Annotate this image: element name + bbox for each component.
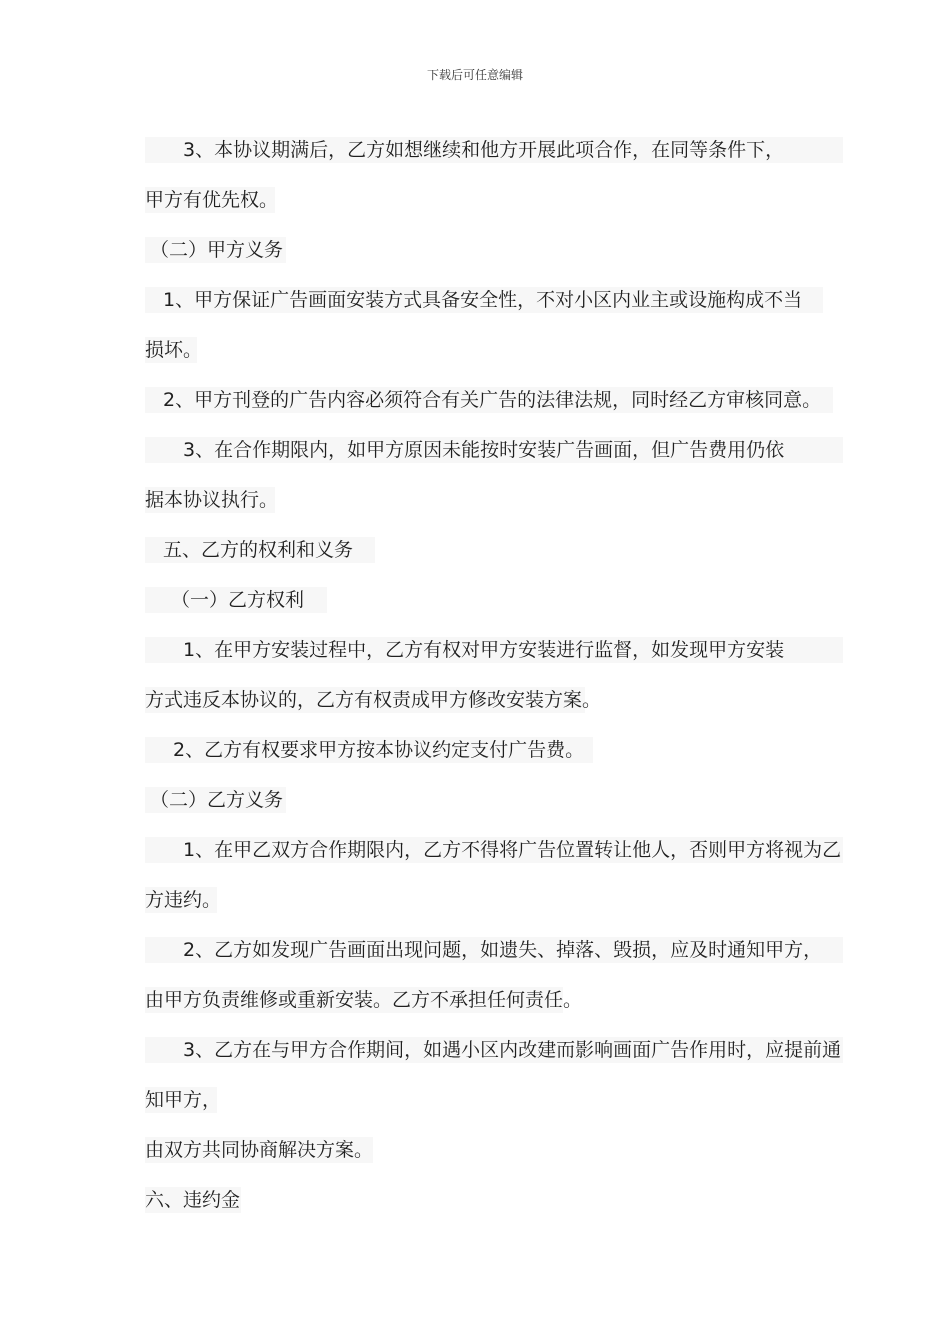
paragraph-line: 2、乙方如发现广告画面出现问题，如遗失、掉落、毁损，应及时通知甲方， bbox=[145, 937, 843, 963]
paragraph-line: 损坏。 bbox=[145, 339, 203, 361]
paragraph-line: 知甲方， bbox=[145, 1089, 222, 1111]
paragraph-line: 由甲方负责维修或重新安装。乙方不承担任何责任。 bbox=[145, 989, 583, 1011]
section-heading: 六、违约金 bbox=[145, 1189, 241, 1211]
section-heading: （二）甲方义务 bbox=[145, 237, 286, 263]
paragraph-line: 3、本协议期满后，乙方如想继续和他方开展此项合作，在同等条件下， bbox=[145, 137, 843, 163]
paragraph-line: 由双方共同协商解决方案。 bbox=[145, 1139, 374, 1161]
paragraph-line: 据本协议执行。 bbox=[145, 489, 279, 511]
paragraph-line: 3、在合作期限内，如甲方原因未能按时安装广告画面，但广告费用仍依 bbox=[145, 437, 843, 463]
paragraph-line: 3、乙方在与甲方合作期间，如遇小区内改建而影响画面广告作用时，应提前通 bbox=[145, 1037, 843, 1063]
paragraph-line: 方违约。 bbox=[145, 889, 222, 911]
section-heading: （一）乙方权利 bbox=[145, 587, 327, 613]
paragraph-line: 1、在甲方安装过程中，乙方有权对甲方安装进行监督，如发现甲方安装 bbox=[145, 637, 843, 663]
paragraph-line: 1、在甲乙双方合作期限内，乙方不得将广告位置转让他人，否则甲方将视为乙 bbox=[145, 837, 843, 863]
paragraph-line: 1、甲方保证广告画面安装方式具备安全性，不对小区内业主或设施构成不当 bbox=[145, 287, 823, 313]
paragraph-line: 方式违反本协议的，乙方有权责成甲方修改安装方案。 bbox=[145, 689, 602, 711]
paragraph-line: 2、甲方刊登的广告内容必须符合有关广告的法律法规，同时经乙方审核同意。 bbox=[145, 387, 833, 413]
paragraph-line: 2、乙方有权要求甲方按本协议约定支付广告费。 bbox=[145, 737, 593, 763]
paragraph-line: 甲方有优先权。 bbox=[145, 189, 279, 211]
page-header: 下载后可任意编辑 bbox=[426, 68, 523, 82]
section-heading: （二）乙方义务 bbox=[145, 787, 286, 813]
section-heading: 五、乙方的权利和义务 bbox=[145, 537, 375, 563]
